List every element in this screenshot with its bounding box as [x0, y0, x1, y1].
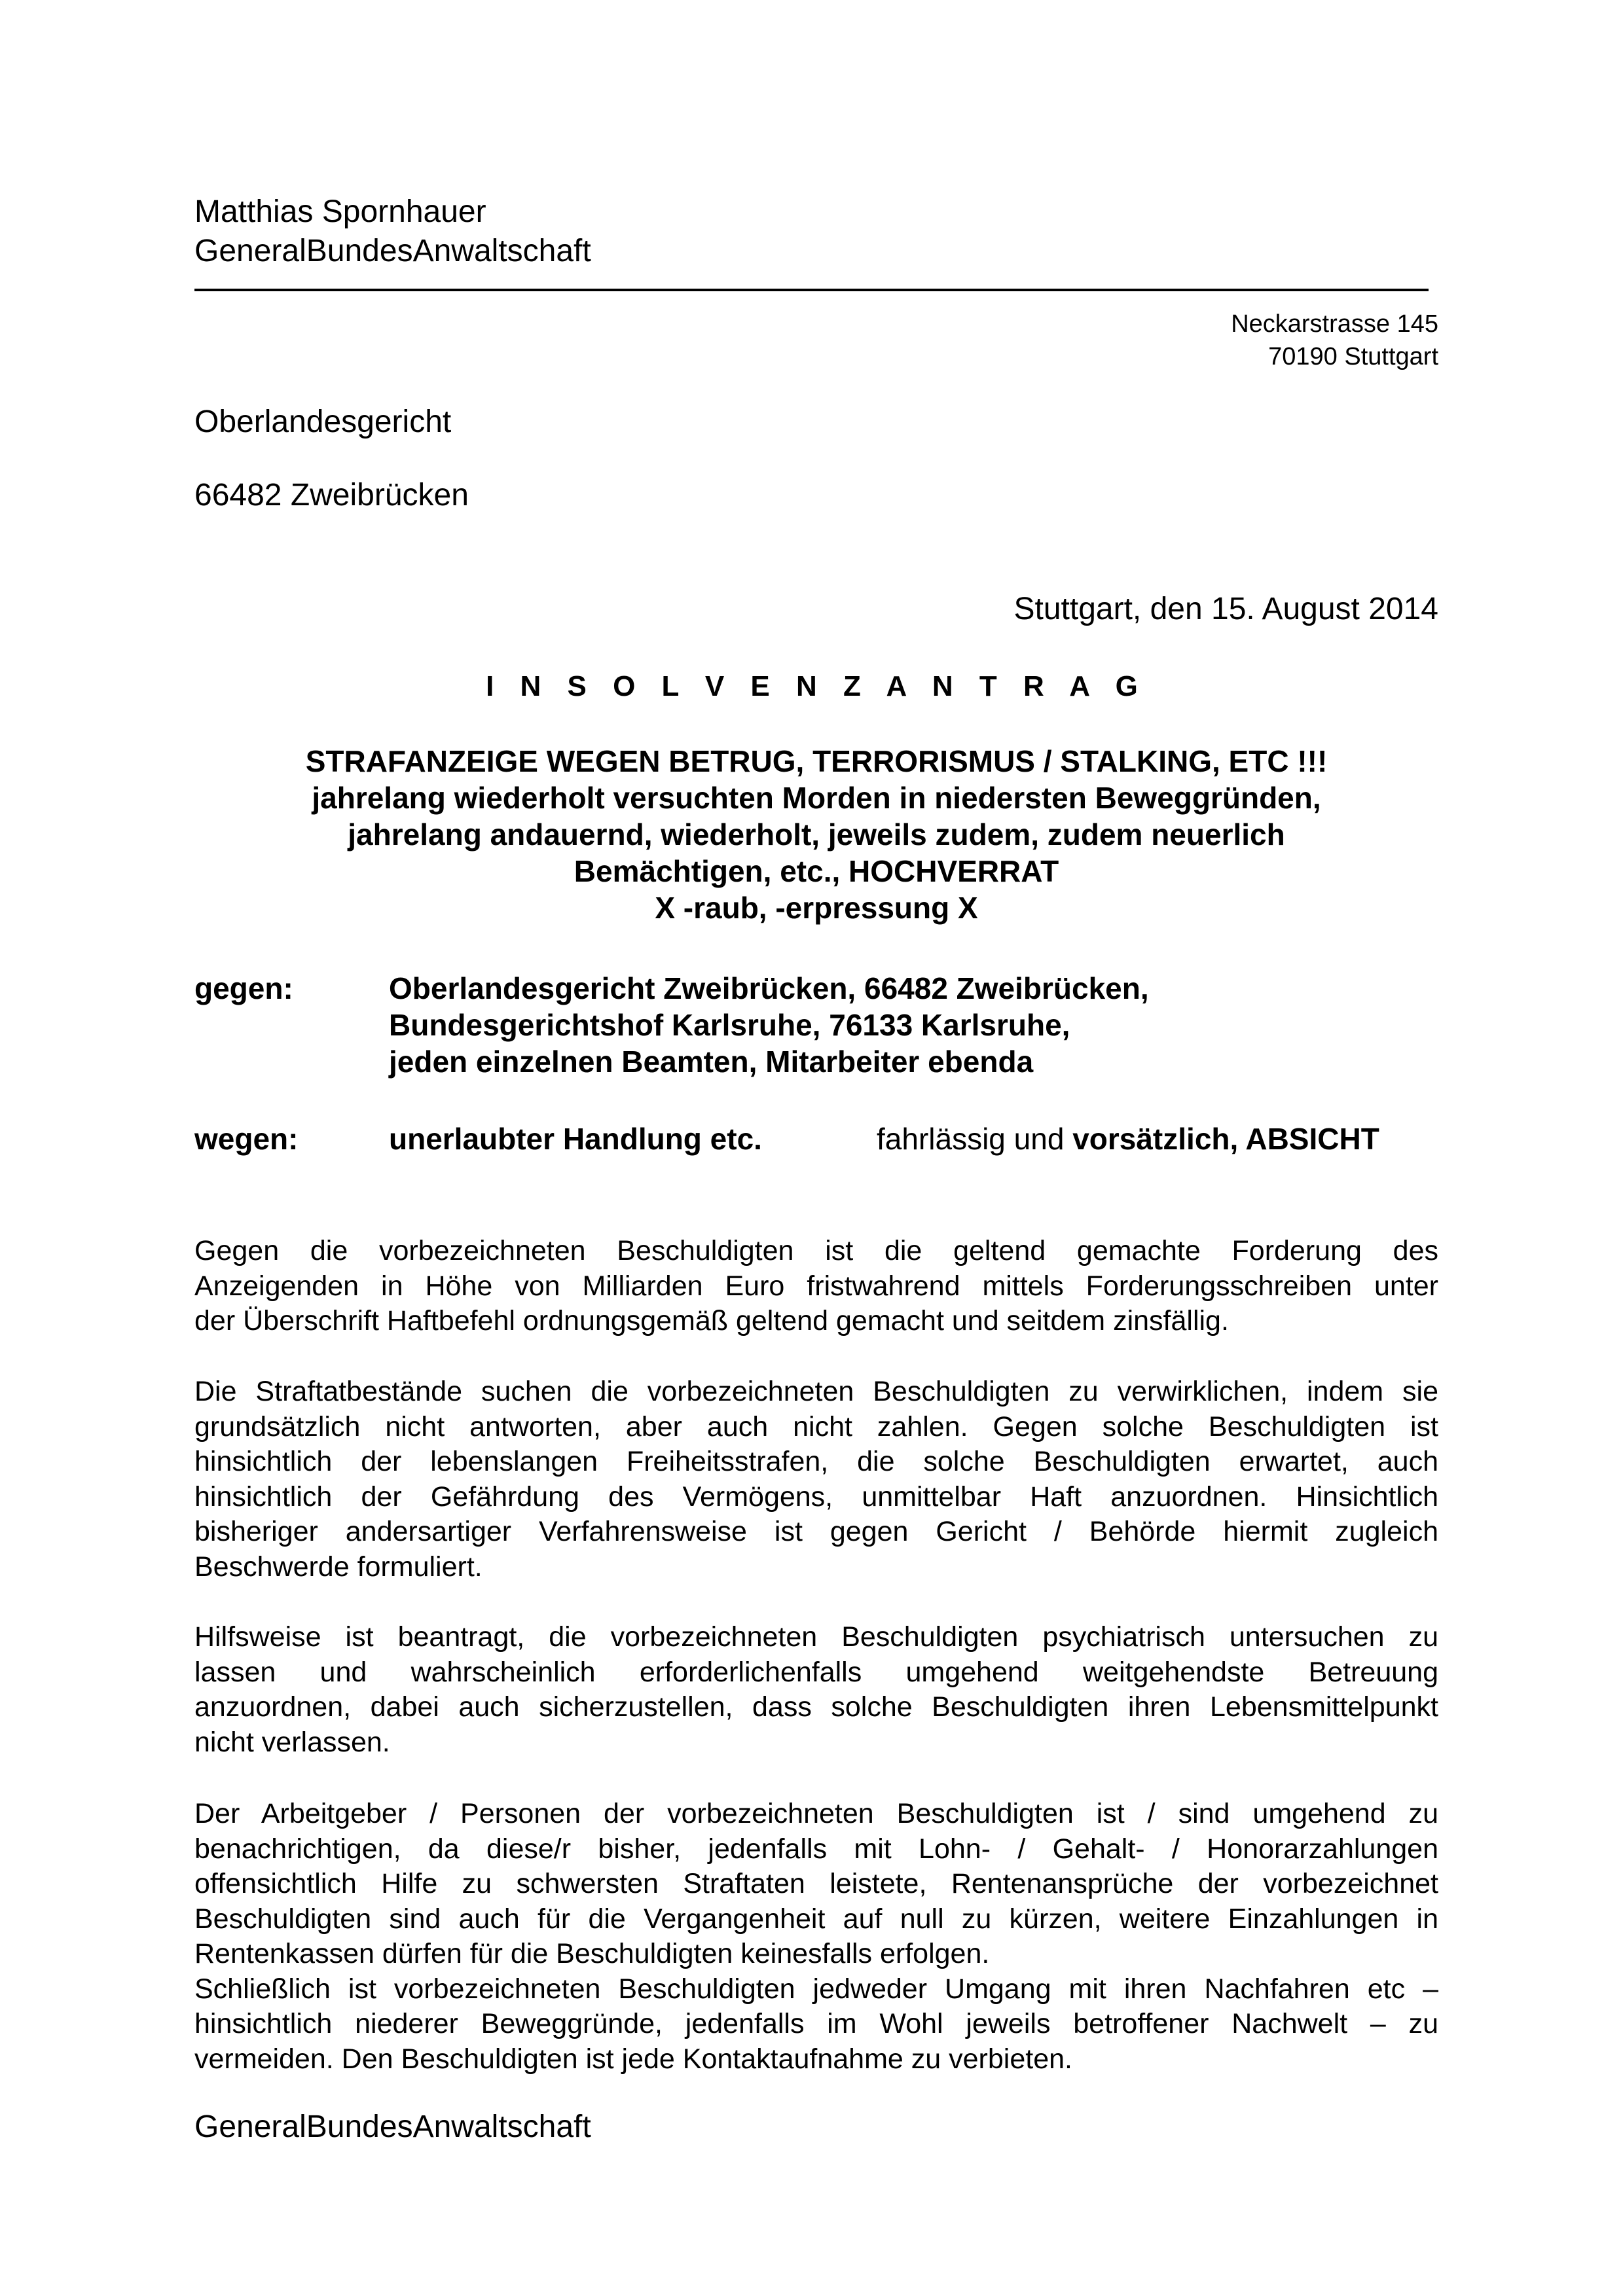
gegen-values [389, 970, 1149, 1080]
subject-block [194, 743, 1438, 926]
recipient-city: 66482 Zweibrücken [194, 478, 469, 512]
header-divider [194, 289, 1429, 291]
paragraph-line: nicht verlassen. [194, 1726, 390, 1758]
footer-signature: GeneralBundesAnwaltschaft [194, 2109, 591, 2144]
paragraph-offenses [194, 1374, 1438, 1585]
paragraph-employer [194, 1797, 1438, 2077]
sender-org: GeneralBundesAnwaltschaft [194, 234, 591, 268]
paragraph-line: lassen und wahrscheinlich erforderlichenfalls umgehend weitgehendste Betreuung [194, 1656, 1438, 1688]
paragraph-line: hinsichtlich der Gefährdung des Vermögens, unmittelbar Haft anzuordnen. Hinsichtlich [194, 1480, 1438, 1513]
document-title: I N S O L V E N Z A N T R A G [486, 670, 1147, 702]
wegen-extra-plain: fahrlässig und [877, 1122, 1073, 1156]
wegen-row [194, 1121, 1438, 1160]
gegen-row [194, 970, 1438, 1081]
wegen-extra-bold: vorsätzlich, ABSICHT [1072, 1122, 1379, 1156]
paragraph-line: anzuordnen, dabei auch sicherzustellen, dass solche Beschuldigten ihren Lebensmittelpunkt [194, 1691, 1438, 1723]
paragraph-line: Anzeigenden in Höhe von Milliarden Euro fristwahrend mittels Forderungsschreiben unter [194, 1270, 1438, 1302]
paragraph-line: der Überschrift Haftbefehl ordnungsgemäß geltend gemacht und seitdem zinsfällig. [194, 1305, 1229, 1336]
subject-line: jahrelang andauernd, wiederholt, jeweils zudem, zudem neuerlich [348, 817, 1285, 852]
paragraph-line: benachrichtigen, da diese/r bisher, jedenfalls mit Lohn- / Gehalt- / Honorarzahlungen [194, 1833, 1438, 1865]
letter-date: Stuttgart, den 15. August 2014 [1013, 592, 1438, 626]
subject-line: STRAFANZEIGE WEGEN BETRUG, TERRORISMUS / STALKING, ETC !!! [305, 744, 1328, 778]
wegen-extra [877, 1121, 1379, 1157]
wegen-value: unerlaubter Handlung etc. [389, 1122, 762, 1156]
paragraph-line: Der Arbeitgeber / Personen der vorbezeichneten Beschuldigten ist / sind umgehend zu [194, 1798, 1438, 1829]
gegen-line: Oberlandesgericht Zweibrücken, 66482 Zweibrücken, [389, 971, 1149, 1005]
recipient-name: Oberlandesgericht [194, 404, 452, 439]
address-street: Neckarstrasse 145 [1231, 310, 1438, 338]
gegen-line: Bundesgerichtshof Karlsruhe, 76133 Karlsruhe, [389, 1008, 1070, 1042]
paragraph-claim [194, 1234, 1438, 1339]
paragraph-line: Beschuldigten sind auch für die Vergangenheit auf null zu kürzen, weitere Einzahlungen in [194, 1903, 1438, 1935]
paragraph-line: Hilfsweise ist beantragt, die vorbezeichneten Beschuldigten psychiatrisch untersuchen zu [194, 1621, 1438, 1653]
paragraph-line: Gegen die vorbezeichneten Beschuldigten ist die geltend gemachte Forderung des [194, 1235, 1438, 1266]
sender-address [1231, 308, 1438, 373]
paragraph-line: Schließlich ist vorbezeichneten Beschuldigten jedweder Umgang mit ihren Nachfahren etc – [194, 1973, 1438, 2005]
gegen-line: jeden einzelnen Beamten, Mitarbeiter ebenda [389, 1045, 1034, 1079]
paragraph-line: bisheriger andersartiger Verfahrensweise ist gegen Gericht / Behörde hiermit zugleich [194, 1516, 1438, 1547]
paragraph-line: offensichtlich Hilfe zu schwersten Straftaten leistete, Rentenansprüche der vorbezeichnet [194, 1868, 1438, 1899]
paragraph-line: hinsichtlich niederer Beweggründe, jedenfalls im Wohl jeweils betroffener Nachwelt – zu [194, 2008, 1438, 2039]
paragraph-line: grundsätzlich nicht antworten, aber auch nicht zahlen. Gegen solche Beschuldigten ist [194, 1410, 1438, 1443]
paragraph-line: vermeiden. Den Beschuldigten ist jede Kontaktaufnahme zu verbieten. [194, 2043, 1072, 2075]
wegen-label: wegen: [194, 1122, 299, 1156]
gegen-label: gegen: [194, 971, 293, 1005]
sender-block [194, 192, 591, 271]
subject-line: X -raub, -erpressung X [655, 891, 978, 925]
sender-name: Matthias Spornhauer [194, 194, 486, 229]
subject-line: Bemächtigen, etc., HOCHVERRAT [574, 854, 1059, 888]
paragraph-line: Die Straftatbestände suchen die vorbezeichneten Beschuldigten zu verwirklichen, indem sie [194, 1376, 1438, 1407]
address-city: 70190 Stuttgart [1268, 343, 1438, 370]
paragraph-line: hinsichtlich der lebenslangen Freiheitsstrafen, die solche Beschuldigten erwartet, auch [194, 1446, 1438, 1477]
paragraph-line: Rentenkassen dürfen für die Beschuldigten keinesfalls erfolgen. [194, 1938, 990, 1969]
paragraph-line: Beschwerde formuliert. [194, 1551, 483, 1583]
paragraph-auxiliary [194, 1620, 1438, 1760]
subject-line: jahrelang wiederholt versuchten Morden in niedersten Beweggründen, [312, 781, 1321, 815]
